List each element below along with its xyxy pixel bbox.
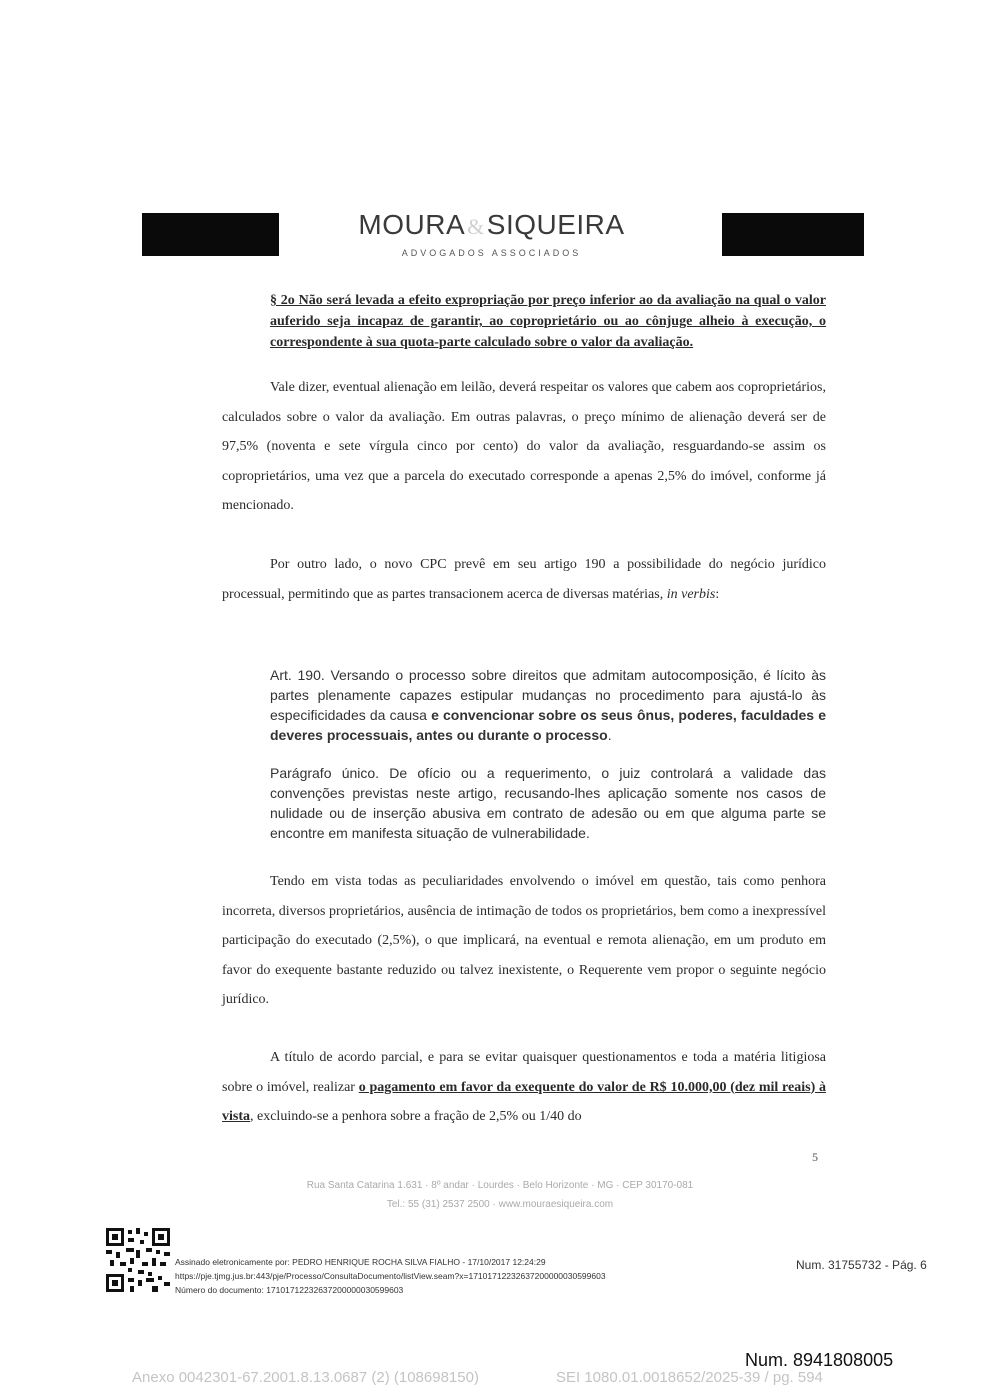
paragraph-4-text: A título de acordo parcial, e para se evitar quaisquer questionamentos e toda a matéria litigiosa sobre o imóvel, realizar <box>222 1050 826 1095</box>
brand-subtitle: ADVOGADOS ASSOCIADOS <box>401 248 582 258</box>
paragraph-3: Tendo em vista todas as peculiaridades envolvendo o imóvel em questão, tais como penhora incorreta, diversos proprietários, ausência de intimação de todos os proprietários, bem como a inexpressível participação do executado (2,5%), o que implicará, na eventual e remota alienação, em um produto em favor do exequente bastante reduzido ou talvez inexistente, o Requerente vem propor o seguinte negócio jurídico. <box>222 874 826 1008</box>
paragraph-2-italic: in verbis <box>666 586 716 602</box>
article-190-bold: e convencionar sobre os seus ônus, poderes, faculdades e deveres processuais, antes ou durante o processo <box>270 707 826 743</box>
redaction-block-left <box>142 213 279 256</box>
brand-right: SIQUEIRA <box>486 209 625 240</box>
brand-left: MOURA <box>358 209 466 240</box>
article-190-end: . <box>607 727 612 743</box>
paragraph-1: Vale dizer, eventual alienação em leilão, deverá respeitar os valores que cabem aos coproprietários, calculados sobre o valor da avaliação. Em outras palavras, o preço mínimo de alienação deverá ser de 97,5% (noventa e sete vírgula cinco por cento) do valor da avaliação, resguardando-se assim os coproprietários, uma vez que a parcela do executado corresponde a apenas 2,5% do imóvel, conforme já mencionado. <box>222 380 826 514</box>
brand-ampersand: & <box>467 214 485 239</box>
redaction-block-right <box>722 213 864 256</box>
paragraph-4 <box>222 1043 826 1132</box>
annex-label: Anexo 0042301-67.2001.8.13.0687 (2) (108698150) <box>132 1369 479 1386</box>
paragrafo-unico-quote: Parágrafo único. De ofício ou a requerimento, o juiz controlará a validade das convenções previstas neste artigo, recusando-lhes aplicação somente nos casos de nulidade ou de inserção abusiva em contrato de adesão ou em que alguma parte se encontre em manifesta situação de vulnerabilidade. <box>270 765 826 841</box>
num-page-label: Num. 31755732 - Pág. 6 <box>796 1258 927 1272</box>
page-number: 5 <box>812 1150 818 1164</box>
process-number-large: Num. 8941808005 <box>745 1350 894 1370</box>
footer-contact: Tel.: 55 (31) 2537 2500 · www.mouraesiqueira.com <box>386 1199 614 1210</box>
paragraph-4-end: , excluindo-se a penhora sobre a fração de 2,5% ou 1/40 do <box>250 1109 582 1125</box>
quoted-paragraph-bold: § 2o Não será levada a efeito expropriação por preço inferior ao da avaliação na qual o valor auferido seja incapaz de garantir, ao coproprietário ou ao cônjuge alheio à execução, o correspondente à sua quota-parte calculado sobre o valor da avaliação. <box>270 293 826 350</box>
document-number: Número do documento: 17101712232637200000030599603 <box>175 1285 404 1295</box>
signature-line-1: Assinado eletronicamente por: PEDRO HENRIQUE ROCHA SILVA FIALHO - 17/10/2017 12:24:29 <box>175 1257 546 1267</box>
paragraph-2-text: Por outro lado, o novo CPC prevê em seu artigo 190 a possibilidade do negócio jurídico processual, permitindo que as partes transacionem acerca de diversas matérias, <box>222 557 826 602</box>
paragraph-2 <box>222 550 826 609</box>
qr-code-icon <box>106 1228 170 1292</box>
sei-page-label: SEI 1080.01.0018652/2025-39 / pg. 594 <box>556 1369 823 1386</box>
letterhead-logo <box>300 208 683 258</box>
paragraph-4-underlined: o pagamento em favor da exequente do valor de R$ 10.000,00 (dez mil reais) à vista <box>222 1079 827 1125</box>
paragraph-2-end: : <box>715 586 720 602</box>
footer-address: Rua Santa Catarina 1.631 · 8º andar · Lourdes · Belo Horizonte · MG · CEP 30170-081 <box>306 1180 694 1191</box>
signature-url: https://pje.tjmg.jus.br:443/pje/Processo/ConsultaDocumento/listView.seam?x=17101712232637200000030599603 <box>175 1271 606 1281</box>
article-190-quote <box>270 665 826 745</box>
article-190-text: Art. 190. Versando o processo sobre direitos que admitam autocomposição, é lícito às partes plenamente capazes estipular mudanças no procedimento para ajustá-lo às especificidades da causa <box>270 667 826 723</box>
